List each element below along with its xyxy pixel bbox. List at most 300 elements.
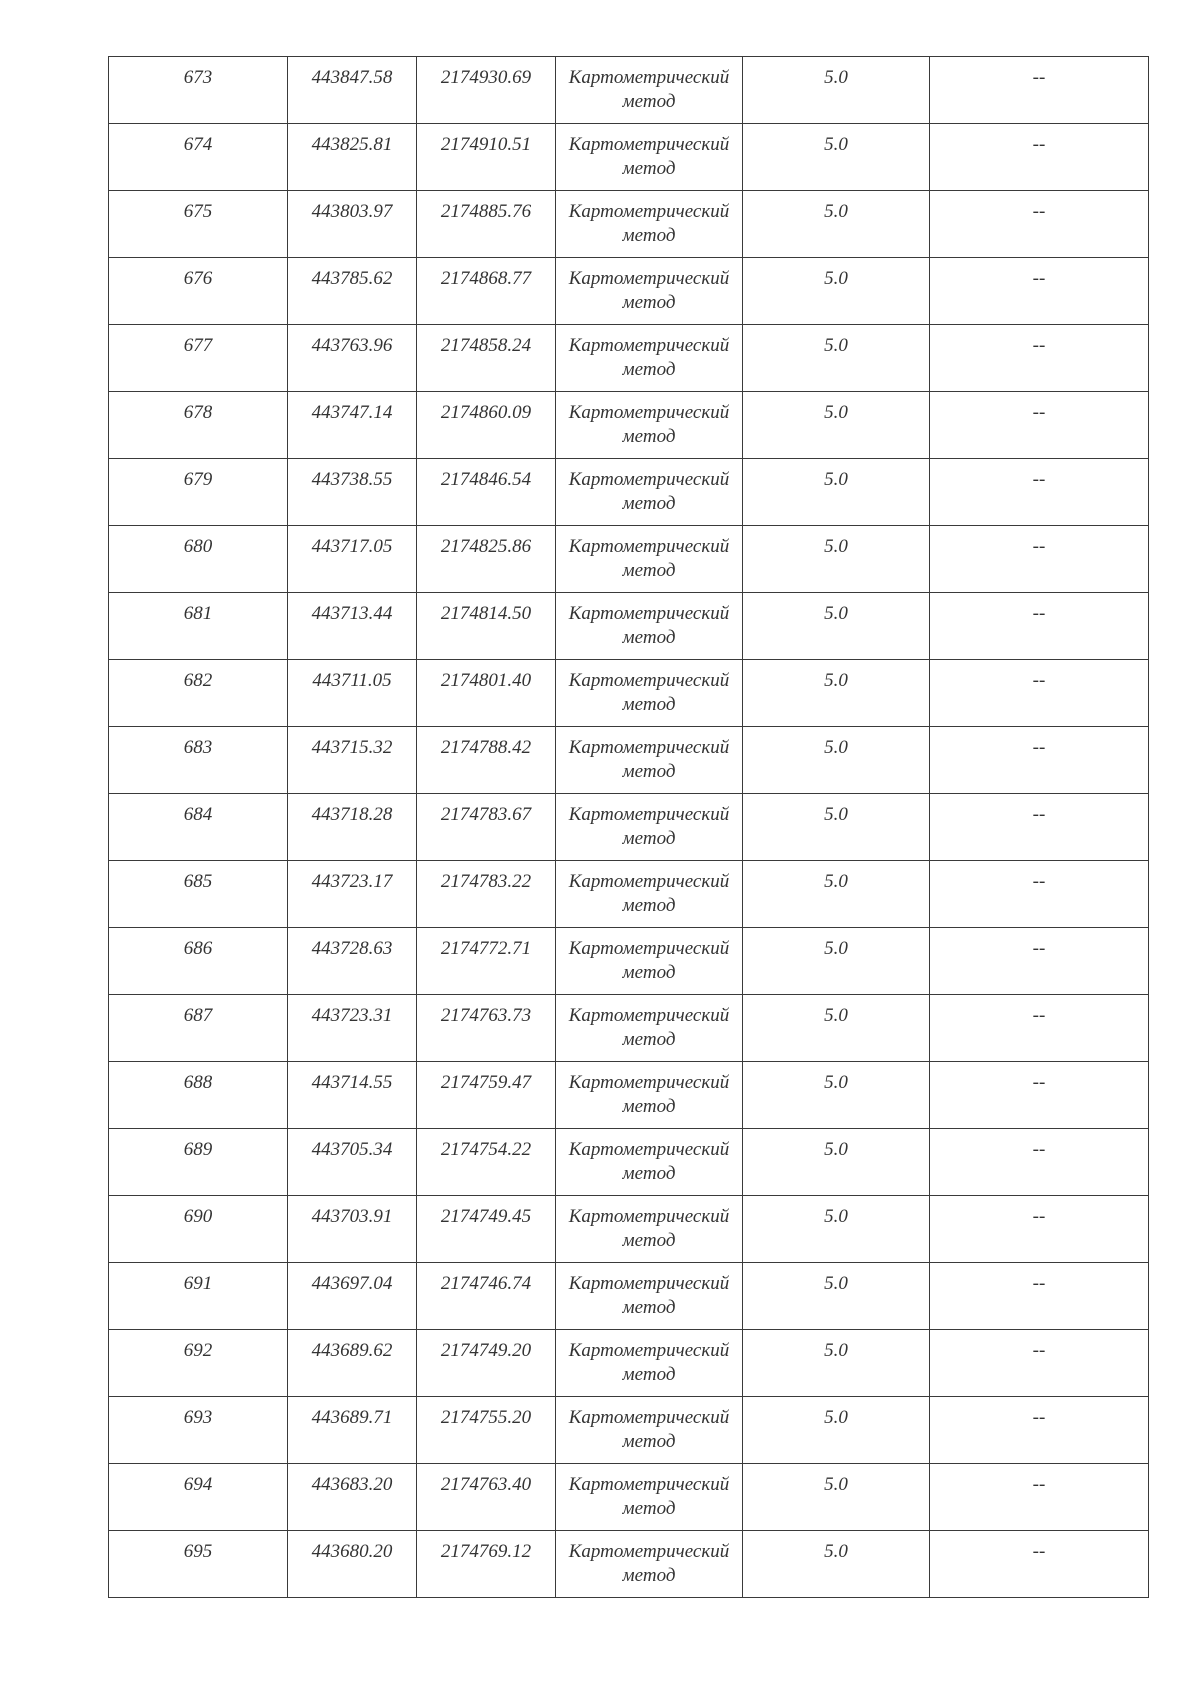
point-number-cell [109, 660, 288, 727]
y-coordinate-text: 2174801.40 [440, 670, 532, 691]
x-coordinate-text: 443723.31 [311, 1005, 393, 1026]
accuracy-cell [743, 124, 930, 191]
y-coordinate-cell [417, 727, 556, 794]
table-row [109, 995, 1149, 1062]
method-line-2: метод [622, 1096, 676, 1117]
point-number-cell [109, 392, 288, 459]
method-line-2: метод [622, 359, 676, 380]
y-coordinate-text: 2174788.42 [440, 737, 532, 758]
point-number-text: 695 [183, 1541, 213, 1562]
point-number-cell [109, 593, 288, 660]
method-line-2: метод [622, 962, 676, 983]
table-row [109, 1531, 1149, 1598]
table-row [109, 1330, 1149, 1397]
y-coordinate-text: 2174868.77 [440, 268, 532, 289]
y-coordinate-cell [417, 526, 556, 593]
accuracy-text: 5.0 [824, 335, 848, 356]
method-cell [556, 191, 743, 258]
method-line-2: метод [622, 1498, 676, 1519]
note-cell [930, 124, 1149, 191]
method-line-1: Картометрический [568, 1072, 730, 1093]
method-line-1: Картометрический [568, 1407, 730, 1428]
point-number-text: 675 [183, 201, 213, 222]
accuracy-text: 5.0 [824, 1541, 848, 1562]
method-line-2: метод [622, 560, 676, 581]
method-line-1: Картометрический [568, 1340, 730, 1361]
accuracy-cell [743, 191, 930, 258]
accuracy-cell [743, 660, 930, 727]
x-coordinate-cell [288, 459, 417, 526]
table-row [109, 1397, 1149, 1464]
accuracy-cell [743, 1196, 930, 1263]
note-text: -- [1032, 1407, 1046, 1428]
table-row [109, 861, 1149, 928]
accuracy-cell [743, 1330, 930, 1397]
note-cell [930, 1062, 1149, 1129]
accuracy-cell [743, 995, 930, 1062]
point-number-text: 673 [183, 67, 213, 88]
point-number-cell [109, 526, 288, 593]
table-row [109, 392, 1149, 459]
method-cell [556, 325, 743, 392]
note-cell [930, 1196, 1149, 1263]
x-coordinate-cell [288, 593, 417, 660]
note-text: -- [1032, 1273, 1046, 1294]
y-coordinate-text: 2174749.45 [440, 1206, 532, 1227]
method-cell [556, 794, 743, 861]
method-cell [556, 124, 743, 191]
accuracy-cell [743, 1464, 930, 1531]
table-row [109, 258, 1149, 325]
x-coordinate-cell [288, 1263, 417, 1330]
y-coordinate-cell [417, 57, 556, 124]
accuracy-text: 5.0 [824, 469, 848, 490]
method-line-1: Картометрический [568, 268, 730, 289]
x-coordinate-text: 443825.81 [311, 134, 393, 155]
point-number-cell [109, 861, 288, 928]
method-line-2: метод [622, 292, 676, 313]
method-line-2: метод [622, 1364, 676, 1385]
note-cell [930, 1397, 1149, 1464]
accuracy-cell [743, 794, 930, 861]
method-line-2: метод [622, 1029, 676, 1050]
point-number-cell [109, 459, 288, 526]
y-coordinate-cell [417, 1263, 556, 1330]
x-coordinate-text: 443705.34 [311, 1139, 393, 1160]
note-cell [930, 660, 1149, 727]
point-number-cell [109, 1531, 288, 1598]
x-coordinate-cell [288, 928, 417, 995]
method-line-2: метод [622, 493, 676, 514]
accuracy-cell [743, 325, 930, 392]
method-line-2: метод [622, 1431, 676, 1452]
note-text: -- [1032, 1139, 1046, 1160]
accuracy-cell [743, 1263, 930, 1330]
note-cell [930, 928, 1149, 995]
x-coordinate-text: 443747.14 [311, 402, 393, 423]
table-row [109, 593, 1149, 660]
method-cell [556, 1531, 743, 1598]
method-line-1: Картометрический [568, 871, 730, 892]
method-line-2: метод [622, 1565, 676, 1586]
accuracy-text: 5.0 [824, 67, 848, 88]
point-number-cell [109, 57, 288, 124]
y-coordinate-text: 2174885.76 [440, 201, 532, 222]
method-text [556, 57, 742, 114]
y-coordinate-text: 2174910.51 [440, 134, 532, 155]
method-text [556, 1062, 742, 1119]
method-line-2: метод [622, 1297, 676, 1318]
note-text: -- [1032, 1541, 1046, 1562]
table-row [109, 1464, 1149, 1531]
method-line-1: Картометрический [568, 1206, 730, 1227]
x-coordinate-text: 443713.44 [311, 603, 393, 624]
method-line-1: Картометрический [568, 134, 730, 155]
method-text [556, 1397, 742, 1454]
method-line-1: Картометрический [568, 1139, 730, 1160]
method-text [556, 526, 742, 583]
y-coordinate-text: 2174783.22 [440, 871, 532, 892]
method-line-1: Картометрический [568, 670, 730, 691]
note-cell [930, 526, 1149, 593]
method-cell [556, 526, 743, 593]
accuracy-text: 5.0 [824, 1072, 848, 1093]
method-cell [556, 57, 743, 124]
accuracy-text: 5.0 [824, 871, 848, 892]
method-line-2: метод [622, 1230, 676, 1251]
point-number-text: 689 [183, 1139, 213, 1160]
method-line-1: Картометрический [568, 335, 730, 356]
point-number-cell [109, 1263, 288, 1330]
x-coordinate-cell [288, 1330, 417, 1397]
y-coordinate-text: 2174769.12 [440, 1541, 532, 1562]
method-line-1: Картометрический [568, 938, 730, 959]
method-text [556, 995, 742, 1052]
y-coordinate-text: 2174763.73 [440, 1005, 532, 1026]
y-coordinate-cell [417, 861, 556, 928]
y-coordinate-text: 2174759.47 [440, 1072, 532, 1093]
method-line-1: Картометрический [568, 603, 730, 624]
accuracy-text: 5.0 [824, 670, 848, 691]
method-cell [556, 593, 743, 660]
x-coordinate-text: 443738.55 [311, 469, 393, 490]
method-cell [556, 1129, 743, 1196]
method-line-2: метод [622, 895, 676, 916]
note-text: -- [1032, 737, 1046, 758]
note-text: -- [1032, 268, 1046, 289]
point-number-text: 693 [183, 1407, 213, 1428]
y-coordinate-cell [417, 794, 556, 861]
accuracy-cell [743, 1397, 930, 1464]
note-cell [930, 1129, 1149, 1196]
x-coordinate-cell [288, 1531, 417, 1598]
point-number-cell [109, 191, 288, 258]
point-number-cell [109, 1397, 288, 1464]
point-number-cell [109, 928, 288, 995]
table-row [109, 57, 1149, 124]
accuracy-text: 5.0 [824, 268, 848, 289]
point-number-text: 690 [183, 1206, 213, 1227]
table-row [109, 660, 1149, 727]
note-cell [930, 459, 1149, 526]
note-cell [930, 1330, 1149, 1397]
point-number-text: 681 [183, 603, 213, 624]
method-line-1: Картометрический [568, 1273, 730, 1294]
note-text: -- [1032, 335, 1046, 356]
accuracy-cell [743, 459, 930, 526]
point-number-text: 687 [183, 1005, 213, 1026]
x-coordinate-cell [288, 660, 417, 727]
method-text [556, 191, 742, 248]
y-coordinate-cell [417, 392, 556, 459]
method-text [556, 1464, 742, 1521]
y-coordinate-text: 2174746.74 [440, 1273, 532, 1294]
x-coordinate-text: 443714.55 [311, 1072, 393, 1093]
x-coordinate-text: 443715.32 [311, 737, 393, 758]
note-text: -- [1032, 402, 1046, 423]
x-coordinate-cell [288, 1397, 417, 1464]
point-number-text: 678 [183, 402, 213, 423]
accuracy-cell [743, 392, 930, 459]
y-coordinate-text: 2174749.20 [440, 1340, 532, 1361]
y-coordinate-text: 2174930.69 [440, 67, 532, 88]
y-coordinate-text: 2174860.09 [440, 402, 532, 423]
table-row [109, 1196, 1149, 1263]
method-text [556, 1196, 742, 1253]
method-line-1: Картометрический [568, 1541, 730, 1562]
method-line-1: Картометрический [568, 67, 730, 88]
x-coordinate-cell [288, 794, 417, 861]
method-line-1: Картометрический [568, 201, 730, 222]
point-number-cell [109, 124, 288, 191]
x-coordinate-cell [288, 861, 417, 928]
note-text: -- [1032, 1474, 1046, 1495]
table-row [109, 928, 1149, 995]
x-coordinate-text: 443718.28 [311, 804, 393, 825]
method-text [556, 325, 742, 382]
accuracy-cell [743, 526, 930, 593]
note-cell [930, 325, 1149, 392]
accuracy-text: 5.0 [824, 1407, 848, 1428]
point-number-text: 692 [183, 1340, 213, 1361]
method-line-1: Картометрический [568, 469, 730, 490]
method-text [556, 861, 742, 918]
method-cell [556, 1330, 743, 1397]
method-text [556, 124, 742, 181]
note-text: -- [1032, 1340, 1046, 1361]
accuracy-cell [743, 57, 930, 124]
accuracy-text: 5.0 [824, 201, 848, 222]
note-text: -- [1032, 536, 1046, 557]
note-cell [930, 593, 1149, 660]
note-cell [930, 1464, 1149, 1531]
x-coordinate-text: 443803.97 [311, 201, 393, 222]
x-coordinate-cell [288, 727, 417, 794]
x-coordinate-text: 443689.62 [311, 1340, 393, 1361]
method-text [556, 1531, 742, 1588]
y-coordinate-cell [417, 191, 556, 258]
note-text: -- [1032, 871, 1046, 892]
accuracy-cell [743, 861, 930, 928]
accuracy-text: 5.0 [824, 134, 848, 155]
point-number-text: 691 [183, 1273, 213, 1294]
method-cell [556, 392, 743, 459]
note-text: -- [1032, 804, 1046, 825]
x-coordinate-cell [288, 995, 417, 1062]
y-coordinate-cell [417, 258, 556, 325]
point-number-text: 676 [183, 268, 213, 289]
accuracy-cell [743, 1062, 930, 1129]
table-row [109, 526, 1149, 593]
accuracy-text: 5.0 [824, 938, 848, 959]
point-number-text: 682 [183, 670, 213, 691]
accuracy-cell [743, 928, 930, 995]
point-number-cell [109, 1062, 288, 1129]
x-coordinate-cell [288, 191, 417, 258]
method-line-2: метод [622, 694, 676, 715]
x-coordinate-cell [288, 1062, 417, 1129]
method-line-2: метод [622, 1163, 676, 1184]
method-cell [556, 1263, 743, 1330]
note-text: -- [1032, 603, 1046, 624]
method-line-2: метод [622, 627, 676, 648]
point-number-text: 694 [183, 1474, 213, 1495]
table-row [109, 1129, 1149, 1196]
method-text [556, 392, 742, 449]
method-cell [556, 660, 743, 727]
x-coordinate-cell [288, 526, 417, 593]
note-text: -- [1032, 134, 1046, 155]
note-text: -- [1032, 67, 1046, 88]
x-coordinate-text: 443717.05 [311, 536, 393, 557]
note-text: -- [1032, 670, 1046, 691]
point-number-text: 686 [183, 938, 213, 959]
point-number-cell [109, 325, 288, 392]
method-line-1: Картометрический [568, 804, 730, 825]
y-coordinate-cell [417, 1397, 556, 1464]
table-row [109, 1263, 1149, 1330]
point-number-text: 683 [183, 737, 213, 758]
accuracy-text: 5.0 [824, 1273, 848, 1294]
x-coordinate-text: 443723.17 [311, 871, 393, 892]
x-coordinate-cell [288, 1464, 417, 1531]
point-number-cell [109, 1464, 288, 1531]
accuracy-text: 5.0 [824, 1005, 848, 1026]
method-text [556, 1330, 742, 1387]
method-line-2: метод [622, 761, 676, 782]
accuracy-cell [743, 1531, 930, 1598]
method-line-2: метод [622, 426, 676, 447]
note-cell [930, 861, 1149, 928]
y-coordinate-cell [417, 1464, 556, 1531]
point-number-text: 684 [183, 804, 213, 825]
x-coordinate-cell [288, 1129, 417, 1196]
table-row [109, 191, 1149, 258]
point-number-text: 677 [183, 335, 213, 356]
note-text: -- [1032, 1005, 1046, 1026]
note-cell [930, 191, 1149, 258]
x-coordinate-cell [288, 392, 417, 459]
table-row [109, 1062, 1149, 1129]
method-text [556, 1263, 742, 1320]
coordinates-table-body [109, 57, 1149, 1598]
point-number-cell [109, 1129, 288, 1196]
method-text [556, 1129, 742, 1186]
y-coordinate-cell [417, 928, 556, 995]
method-line-2: метод [622, 225, 676, 246]
y-coordinate-text: 2174772.71 [440, 938, 532, 959]
x-coordinate-text: 443689.71 [311, 1407, 393, 1428]
note-cell [930, 727, 1149, 794]
accuracy-cell [743, 1129, 930, 1196]
note-cell [930, 1531, 1149, 1598]
accuracy-text: 5.0 [824, 402, 848, 423]
y-coordinate-text: 2174754.22 [440, 1139, 532, 1160]
accuracy-text: 5.0 [824, 1474, 848, 1495]
method-cell [556, 1397, 743, 1464]
y-coordinate-cell [417, 124, 556, 191]
x-coordinate-text: 443847.58 [311, 67, 393, 88]
method-line-2: метод [622, 91, 676, 112]
point-number-cell [109, 727, 288, 794]
x-coordinate-cell [288, 57, 417, 124]
method-text [556, 593, 742, 650]
note-text: -- [1032, 201, 1046, 222]
point-number-text: 685 [183, 871, 213, 892]
y-coordinate-text: 2174825.86 [440, 536, 532, 557]
y-coordinate-text: 2174814.50 [440, 603, 532, 624]
note-text: -- [1032, 1072, 1046, 1093]
note-text: -- [1032, 938, 1046, 959]
x-coordinate-text: 443703.91 [311, 1206, 393, 1227]
accuracy-text: 5.0 [824, 737, 848, 758]
x-coordinate-cell [288, 124, 417, 191]
y-coordinate-cell [417, 1330, 556, 1397]
method-line-1: Картометрический [568, 1005, 730, 1026]
accuracy-text: 5.0 [824, 1206, 848, 1227]
y-coordinate-text: 2174858.24 [440, 335, 532, 356]
y-coordinate-text: 2174755.20 [440, 1407, 532, 1428]
table-row [109, 124, 1149, 191]
method-text [556, 258, 742, 315]
method-line-1: Картометрический [568, 737, 730, 758]
note-text: -- [1032, 1206, 1046, 1227]
method-text [556, 459, 742, 516]
x-coordinate-text: 443728.63 [311, 938, 393, 959]
point-number-cell [109, 995, 288, 1062]
note-cell [930, 258, 1149, 325]
method-line-1: Картометрический [568, 402, 730, 423]
method-line-2: метод [622, 158, 676, 179]
method-cell [556, 1464, 743, 1531]
point-number-cell [109, 258, 288, 325]
accuracy-text: 5.0 [824, 1139, 848, 1160]
point-number-text: 680 [183, 536, 213, 557]
y-coordinate-cell [417, 593, 556, 660]
accuracy-text: 5.0 [824, 1340, 848, 1361]
accuracy-text: 5.0 [824, 536, 848, 557]
y-coordinate-text: 2174783.67 [440, 804, 532, 825]
y-coordinate-cell [417, 1062, 556, 1129]
table-row [109, 459, 1149, 526]
note-text: -- [1032, 469, 1046, 490]
method-cell [556, 459, 743, 526]
point-number-text: 688 [183, 1072, 213, 1093]
x-coordinate-text: 443711.05 [312, 670, 392, 691]
coordinates-table [108, 56, 1149, 1598]
method-cell [556, 1062, 743, 1129]
method-text [556, 794, 742, 851]
